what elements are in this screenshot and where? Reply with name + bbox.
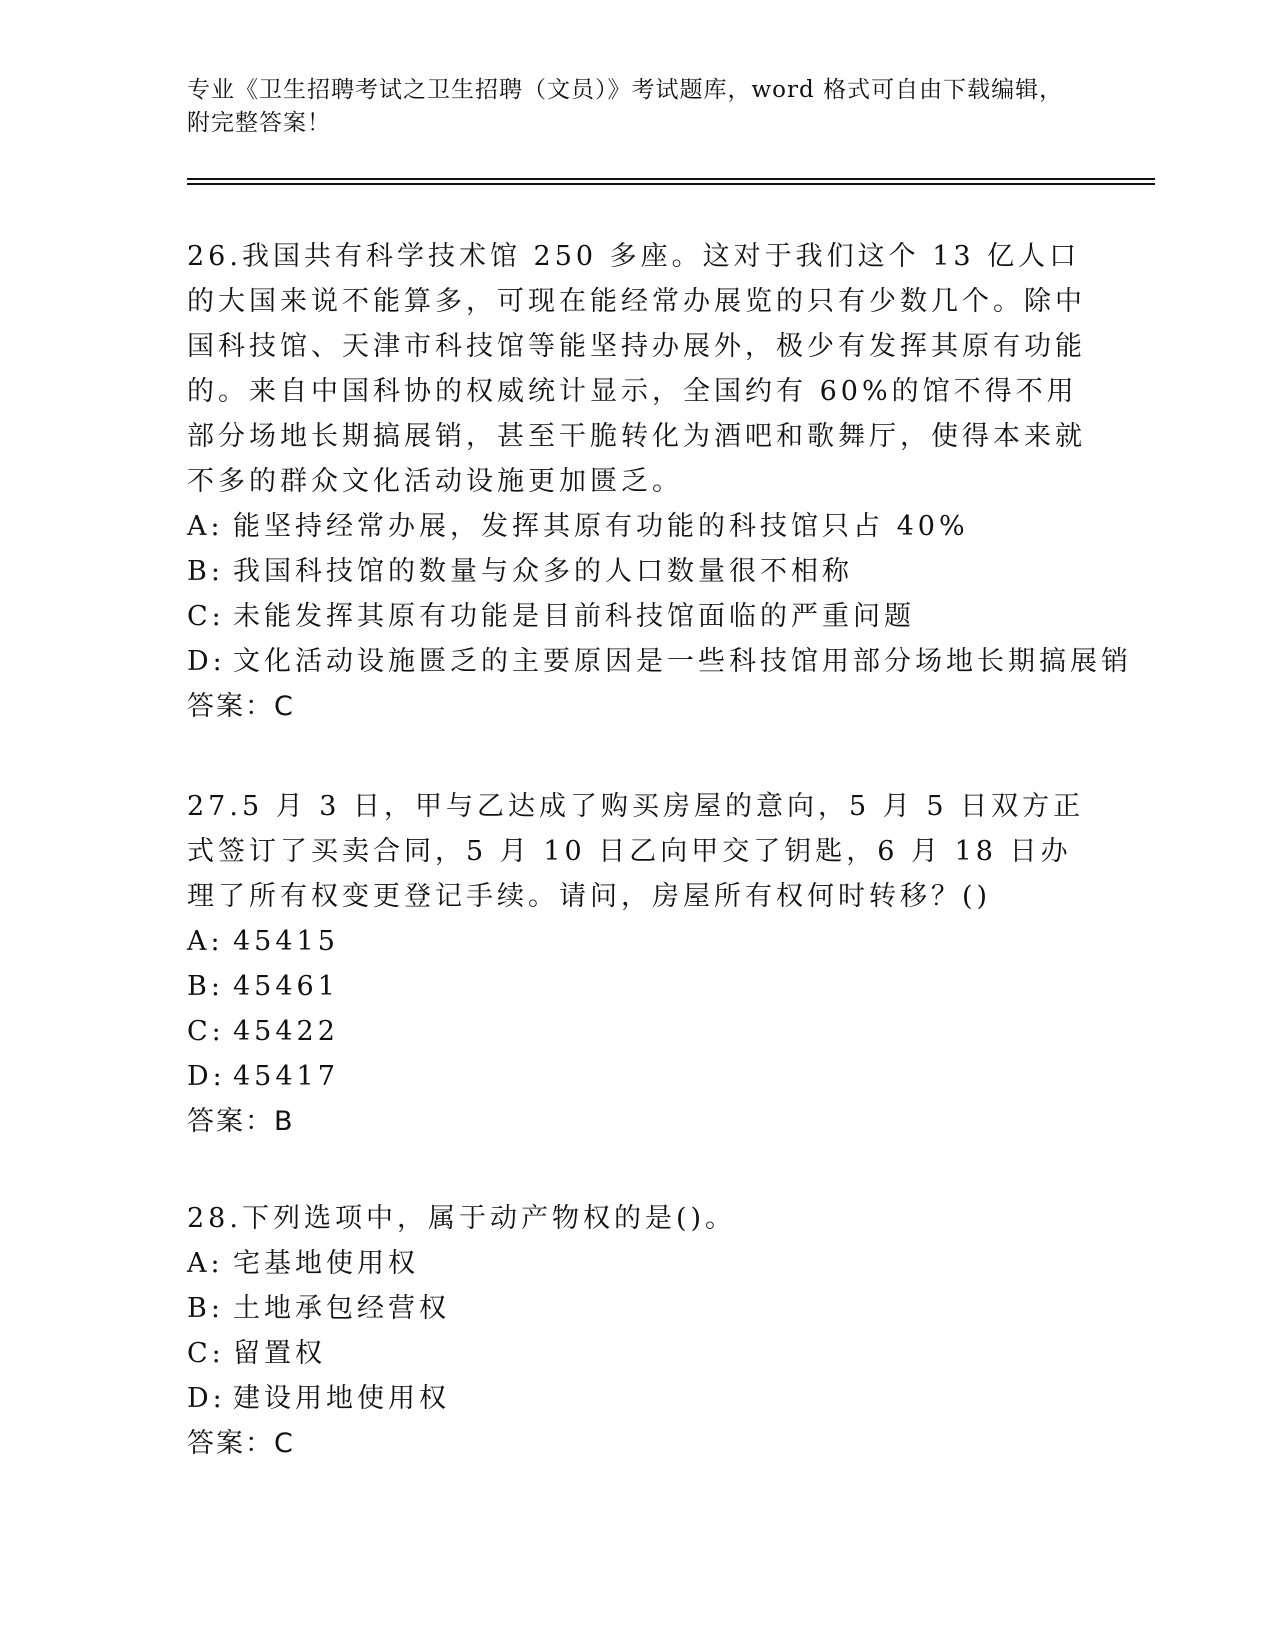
option-text: 未能发挥其原有功能是目前科技馆面临的严重问题 bbox=[233, 601, 915, 632]
option-text: 能坚持经常办展，发挥其原有功能的科技馆只占 40% bbox=[233, 511, 969, 542]
question-stem: 28.下列选项中，属于动产物权的是()。 bbox=[187, 1203, 737, 1234]
option-a bbox=[187, 1241, 1087, 1286]
option-d bbox=[187, 1054, 1087, 1099]
option-label: D: bbox=[187, 1383, 226, 1414]
question-27 bbox=[187, 784, 1087, 1145]
option-b bbox=[187, 549, 1087, 594]
option-d bbox=[187, 1376, 1087, 1421]
option-text: 45422 bbox=[233, 1016, 339, 1047]
option-label: B: bbox=[187, 1293, 224, 1324]
option-text: 建设用地使用权 bbox=[233, 1383, 450, 1414]
option-b bbox=[187, 964, 1087, 1009]
option-a bbox=[187, 504, 1087, 549]
answer-line: 答案：B bbox=[187, 1106, 295, 1137]
option-text: 文化活动设施匮乏的主要原因是一些科技馆用部分场地长期搞展销 bbox=[233, 646, 1132, 677]
option-label: D: bbox=[187, 1061, 226, 1092]
option-label: A: bbox=[187, 926, 224, 957]
option-label: C: bbox=[187, 1338, 225, 1369]
option-text: 45415 bbox=[233, 926, 339, 957]
option-label: A: bbox=[187, 511, 224, 542]
option-a bbox=[187, 919, 1087, 964]
question-28 bbox=[187, 1196, 1087, 1467]
option-text: 45417 bbox=[233, 1061, 339, 1092]
option-label: A: bbox=[187, 1248, 224, 1279]
option-text: 宅基地使用权 bbox=[233, 1248, 419, 1279]
question-stem: 27.5 月 3 日，甲与乙达成了购买房屋的意向，5 月 5 日双方正式签订了买卖合同，5 月 10 日乙向甲交了钥匙，6 月 18 日办理了所有权变更登记手续。请问，房屋所有权何时转移？() bbox=[187, 791, 1085, 912]
option-c bbox=[187, 1009, 1087, 1054]
option-label: C: bbox=[187, 1016, 225, 1047]
option-c bbox=[187, 1331, 1087, 1376]
option-label: B: bbox=[187, 971, 224, 1002]
option-text: 45461 bbox=[233, 971, 339, 1002]
header-divider-top bbox=[187, 178, 1155, 180]
option-c bbox=[187, 594, 1087, 639]
document-header: 专业《卫生招聘考试之卫生招聘（文员）》考试题库，word 格式可自由下载编辑，附完整答案！ bbox=[187, 77, 1064, 136]
question-stem: 26.我国共有科学技术馆 250 多座。这对于我们这个 13 亿人口的大国来说不能算多，可现在能经常办展览的只有少数几个。除中国科技馆、天津市科技馆等能坚持办展外，极少有发挥其原有功能的。来自中国科协的权威统计显示，全国约有 60%的馆不得不用部分场地长期搞展销，甚至干脆转化为酒吧和歌舞厅，使得本来就不多的群众文化活动设施更加匮乏。 bbox=[187, 241, 1086, 497]
option-label: C: bbox=[187, 601, 225, 632]
option-label: D: bbox=[187, 646, 226, 677]
option-text: 留置权 bbox=[233, 1338, 326, 1369]
answer-line: 答案：C bbox=[187, 1428, 295, 1459]
option-text: 土地承包经营权 bbox=[233, 1293, 450, 1324]
option-text: 我国科技馆的数量与众多的人口数量很不相称 bbox=[233, 556, 853, 587]
answer-line: 答案：C bbox=[187, 691, 295, 722]
option-b bbox=[187, 1286, 1087, 1331]
header-divider-bottom bbox=[187, 183, 1155, 185]
option-d bbox=[187, 639, 1132, 684]
question-26 bbox=[187, 234, 1132, 730]
option-label: B: bbox=[187, 556, 224, 587]
